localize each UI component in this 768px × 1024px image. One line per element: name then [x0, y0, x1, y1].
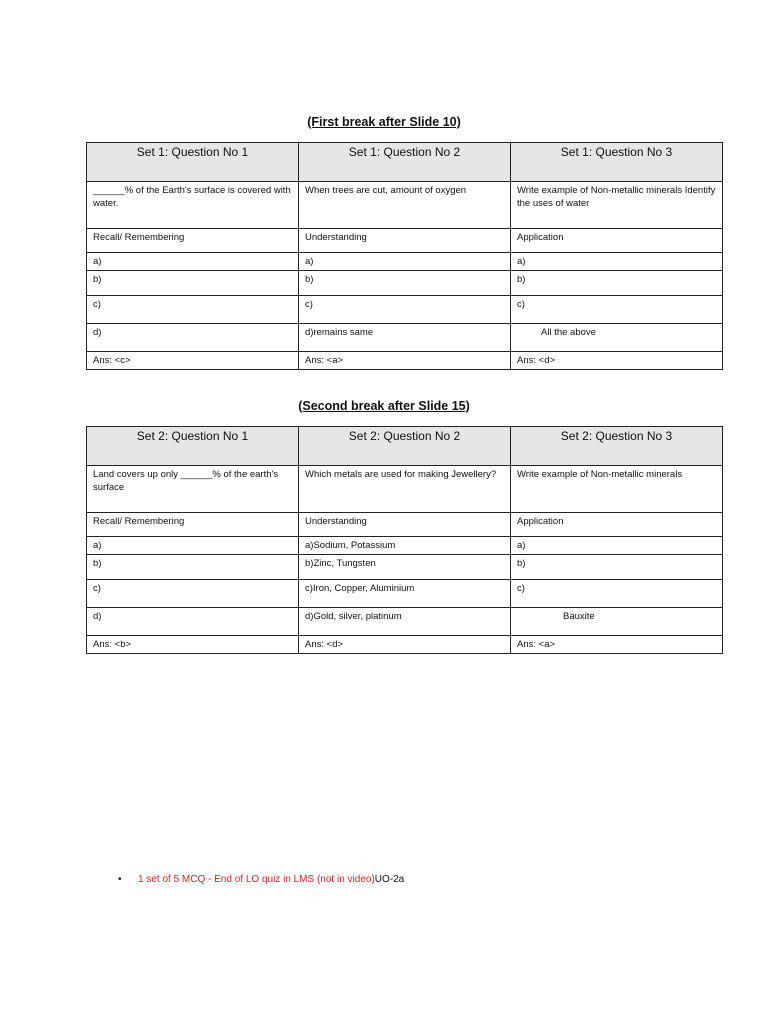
question-row — [87, 466, 723, 513]
option-d: Bauxite — [511, 608, 723, 636]
option-d: d) — [87, 608, 299, 636]
column-header: Set 1: Question No 2 — [299, 143, 511, 182]
option-c: c) — [511, 580, 723, 608]
option-c: c) — [299, 296, 511, 324]
question-text: When trees are cut, amount of oxygen — [299, 182, 511, 229]
option-b: b) — [87, 271, 299, 296]
question-text: Write example of Non-metallic minerals — [511, 466, 723, 513]
option-c: c) — [87, 296, 299, 324]
set1-question-table — [86, 142, 723, 370]
option-d-row — [87, 608, 723, 636]
option-b-row — [87, 555, 723, 580]
level-text: Application — [511, 513, 723, 537]
option-b: b) — [511, 271, 723, 296]
answer-text: Ans: <d> — [299, 636, 511, 654]
answer-text: Ans: <d> — [511, 352, 723, 370]
answer-text: Ans: <a> — [511, 636, 723, 654]
option-d: All the above — [511, 324, 723, 352]
option-b: b)Zinc, Tungsten — [299, 555, 511, 580]
question-text: Write example of Non-metallic minerals Identify the uses of water — [511, 182, 723, 229]
set2-question-table — [86, 426, 723, 654]
question-text: Land covers up only ______% of the earth's surface — [87, 466, 299, 513]
option-c: c) — [511, 296, 723, 324]
level-text: Application — [511, 229, 723, 253]
column-header: Set 2: Question No 1 — [87, 427, 299, 466]
option-d-row — [87, 324, 723, 352]
level-text: Understanding — [299, 229, 511, 253]
footer-code: UO-2a — [374, 874, 405, 885]
footer-note — [118, 874, 404, 885]
column-header: Set 2: Question No 3 — [511, 427, 723, 466]
option-c: c)Iron, Copper, Aluminium — [299, 580, 511, 608]
level-row — [87, 229, 723, 253]
option-b: b) — [511, 555, 723, 580]
option-a-row — [87, 253, 723, 271]
column-header: Set 2: Question No 2 — [299, 427, 511, 466]
section1-heading: (First break after Slide 10) — [307, 115, 461, 129]
table-header-row — [87, 427, 723, 466]
answer-text: Ans: <a> — [299, 352, 511, 370]
option-b-row — [87, 271, 723, 296]
footer-red-text: 1 set of 5 MCQ - End of LO quiz in LMS (not in video) — [138, 874, 375, 885]
level-text: Recall/ Remembering — [87, 229, 299, 253]
question-text: ______% of the Earth's surface is covered with water. — [87, 182, 299, 229]
section2-heading: (Second break after Slide 15) — [298, 399, 470, 413]
option-d: d)Gold, silver, platinum — [299, 608, 511, 636]
question-text: Which metals are used for making Jewellery? — [299, 466, 511, 513]
option-a: a) — [511, 253, 723, 271]
option-a: a) — [299, 253, 511, 271]
answer-row — [87, 352, 723, 370]
bullet-icon: • — [118, 874, 122, 885]
option-c-row — [87, 296, 723, 324]
option-b: b) — [87, 555, 299, 580]
option-c: c) — [87, 580, 299, 608]
question-row — [87, 182, 723, 229]
answer-row — [87, 636, 723, 654]
option-d: d)remains same — [299, 324, 511, 352]
option-b: b) — [299, 271, 511, 296]
option-d: d) — [87, 324, 299, 352]
column-header: Set 1: Question No 3 — [511, 143, 723, 182]
level-text: Understanding — [299, 513, 511, 537]
level-text: Recall/ Remembering — [87, 513, 299, 537]
option-a-row — [87, 537, 723, 555]
level-row — [87, 513, 723, 537]
option-c-row — [87, 580, 723, 608]
table-header-row — [87, 143, 723, 182]
answer-text: Ans: <b> — [87, 636, 299, 654]
answer-text: Ans: <c> — [87, 352, 299, 370]
option-a: a) — [87, 537, 299, 555]
option-a: a) — [511, 537, 723, 555]
column-header: Set 1: Question No 1 — [87, 143, 299, 182]
option-a: a)Sodium, Potassium — [299, 537, 511, 555]
option-a: a) — [87, 253, 299, 271]
